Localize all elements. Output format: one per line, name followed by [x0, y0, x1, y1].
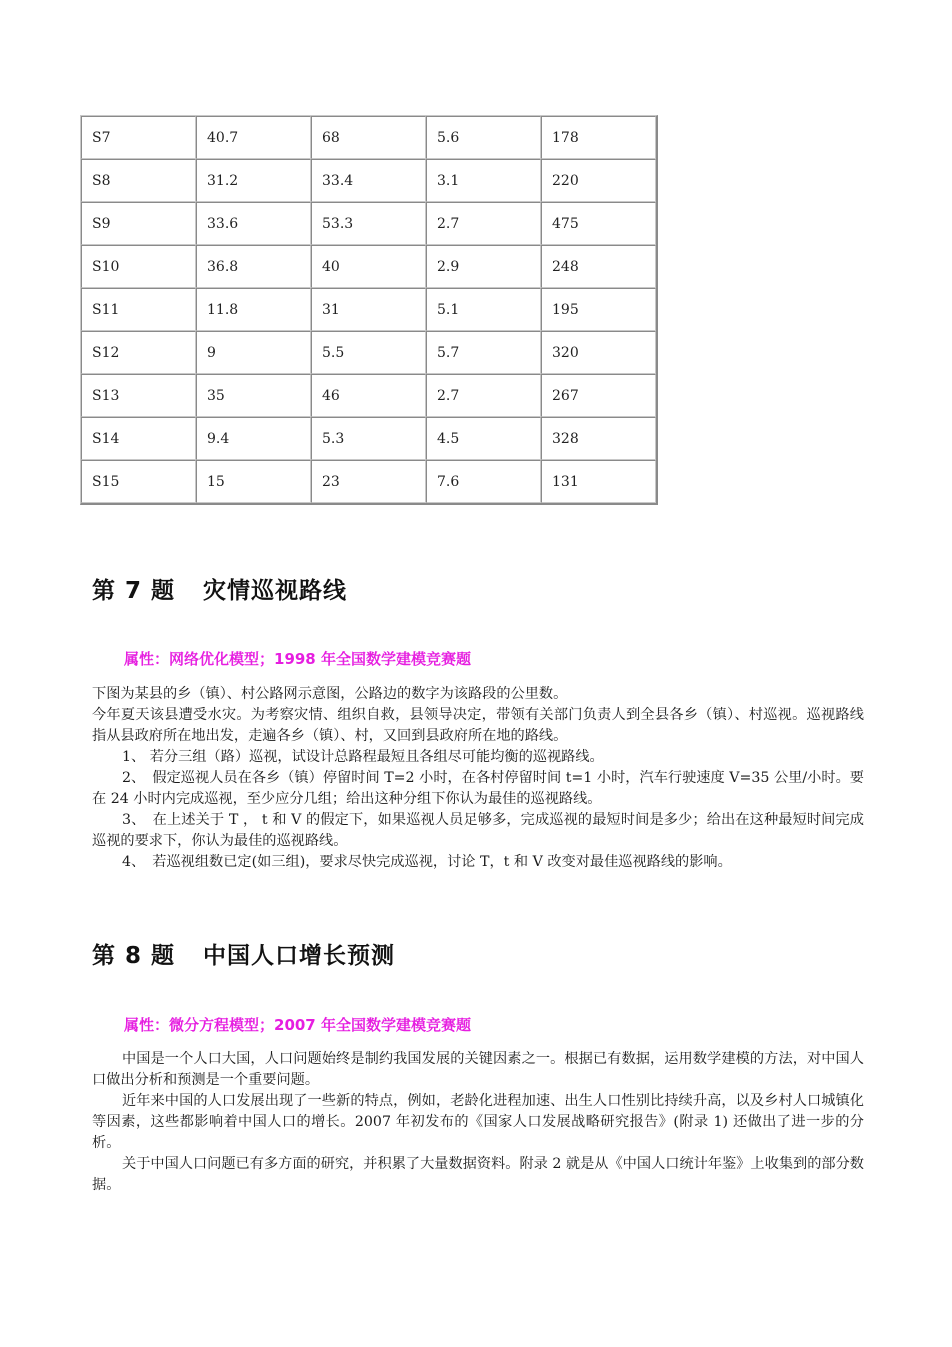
table-cell: 2.7 — [426, 374, 541, 417]
table-cell: 31.2 — [196, 159, 311, 202]
table-cell: 33.4 — [311, 159, 426, 202]
table-cell: 7.6 — [426, 460, 541, 503]
table-cell: 195 — [541, 288, 656, 331]
table-cell: 5.5 — [311, 331, 426, 374]
q8-number: 第 8 题 — [92, 943, 176, 969]
q8-p3: 关于中国人口问题已有多方面的研究，并积累了大量数据资料。附录 2 就是从《中国人口统计年鉴》上收集到的部分数据。 — [92, 1156, 864, 1193]
table-row — [81, 288, 656, 331]
table-cell: 267 — [541, 374, 656, 417]
table-row — [81, 417, 656, 460]
table-cell: 328 — [541, 417, 656, 460]
table-cell: 248 — [541, 245, 656, 288]
table-row — [81, 331, 656, 374]
table-cell: 9 — [196, 331, 311, 374]
q7-heading — [92, 572, 347, 605]
table-cell: 40 — [311, 245, 426, 288]
q7-item3: 3、 在上述关于 T ， t 和 V 的假定下，如果巡视人员足够多，完成巡视的最短时间是多少；给出在这种最短时间完成巡视的要求下，你认为最佳的巡视路线。 — [92, 812, 864, 849]
q7-item1: 1、 若分三组（路）巡视，试设计总路程最短且各组尽可能均衡的巡视路线。 — [122, 749, 604, 765]
table-row — [81, 202, 656, 245]
table-row — [81, 116, 656, 159]
q7-item4: 4、 若巡视组数已定(如三组)，要求尽快完成巡视，讨论 T，t 和 V 改变对最佳巡视路线的影响。 — [122, 854, 732, 870]
q7-title: 灾情巡视路线 — [203, 578, 348, 604]
q8-title: 中国人口增长预测 — [203, 943, 396, 969]
table-cell: S11 — [81, 288, 196, 331]
table-cell: S13 — [81, 374, 196, 417]
table-cell: S15 — [81, 460, 196, 503]
q7-line2: 今年夏天该县遭受水灾。为考察灾情、组织自救，县领导决定，带领有关部门负责人到全县各乡（镇）、村巡视。巡视路线指从县政府所在地出发，走遍各乡（镇）、村，又回到县政府所在地的路线。 — [92, 707, 864, 744]
q8-attribute: 属性：微分方程模型；2007 年全国数学建模竞赛题 — [124, 1016, 471, 1034]
table-cell: S9 — [81, 202, 196, 245]
table-cell: 3.1 — [426, 159, 541, 202]
q7-line1: 下图为某县的乡（镇）、村公路网示意图，公路边的数字为该路段的公里数。 — [92, 686, 568, 702]
q8-body — [92, 1049, 864, 1196]
table-cell: 15 — [196, 460, 311, 503]
table-cell: 68 — [311, 116, 426, 159]
table-cell: 320 — [541, 331, 656, 374]
table-cell: 11.8 — [196, 288, 311, 331]
q7-attribute: 属性：网络优化模型；1998 年全国数学建模竞赛题 — [124, 650, 471, 668]
table-row — [81, 374, 656, 417]
q8-heading — [92, 937, 395, 970]
q8-p2: 近年来中国的人口发展出现了一些新的特点，例如，老龄化进程加速、出生人口性别比持续升高，以及乡村人口城镇化等因素，这些都影响着中国人口的增长。2007 年初发布的《国家人口发展战略研究报告》(附录 1) 还做出了进一步的分析。 — [92, 1093, 864, 1151]
q8-p1: 中国是一个人口大国，人口问题始终是制约我国发展的关键因素之一。根据已有数据，运用数学建模的方法，对中国人口做出分析和预测是一个重要问题。 — [92, 1051, 864, 1088]
table-cell: S14 — [81, 417, 196, 460]
table-cell: S8 — [81, 159, 196, 202]
table-cell: 220 — [541, 159, 656, 202]
data-table — [80, 115, 658, 505]
table-cell: 36.8 — [196, 245, 311, 288]
table-cell: 33.6 — [196, 202, 311, 245]
table-cell: 31 — [311, 288, 426, 331]
table-cell: 23 — [311, 460, 426, 503]
table-cell: 46 — [311, 374, 426, 417]
table-cell: 5.1 — [426, 288, 541, 331]
table-cell: S12 — [81, 331, 196, 374]
table-row — [81, 159, 656, 202]
table-cell: S10 — [81, 245, 196, 288]
table-cell: 2.7 — [426, 202, 541, 245]
table-cell: 40.7 — [196, 116, 311, 159]
table-cell: 5.6 — [426, 116, 541, 159]
table-cell: 4.5 — [426, 417, 541, 460]
table-cell: 9.4 — [196, 417, 311, 460]
table-cell: 53.3 — [311, 202, 426, 245]
table-cell: 35 — [196, 374, 311, 417]
q7-body — [92, 684, 864, 873]
table-cell: S7 — [81, 116, 196, 159]
table-cell: 178 — [541, 116, 656, 159]
q7-item2: 2、 假定巡视人员在各乡（镇）停留时间 T=2 小时，在各村停留时间 t=1 小时，汽车行驶速度 V=35 公里/小时。要在 24 小时内完成巡视，至少应分几组；给出这种分组下你认为最佳的巡视路线。 — [92, 770, 864, 807]
table-cell: 131 — [541, 460, 656, 503]
table-row — [81, 245, 656, 288]
table-cell: 5.3 — [311, 417, 426, 460]
table-cell: 5.7 — [426, 331, 541, 374]
table-cell: 2.9 — [426, 245, 541, 288]
q7-number: 第 7 题 — [92, 578, 176, 604]
table-row — [81, 460, 656, 503]
table-cell: 475 — [541, 202, 656, 245]
